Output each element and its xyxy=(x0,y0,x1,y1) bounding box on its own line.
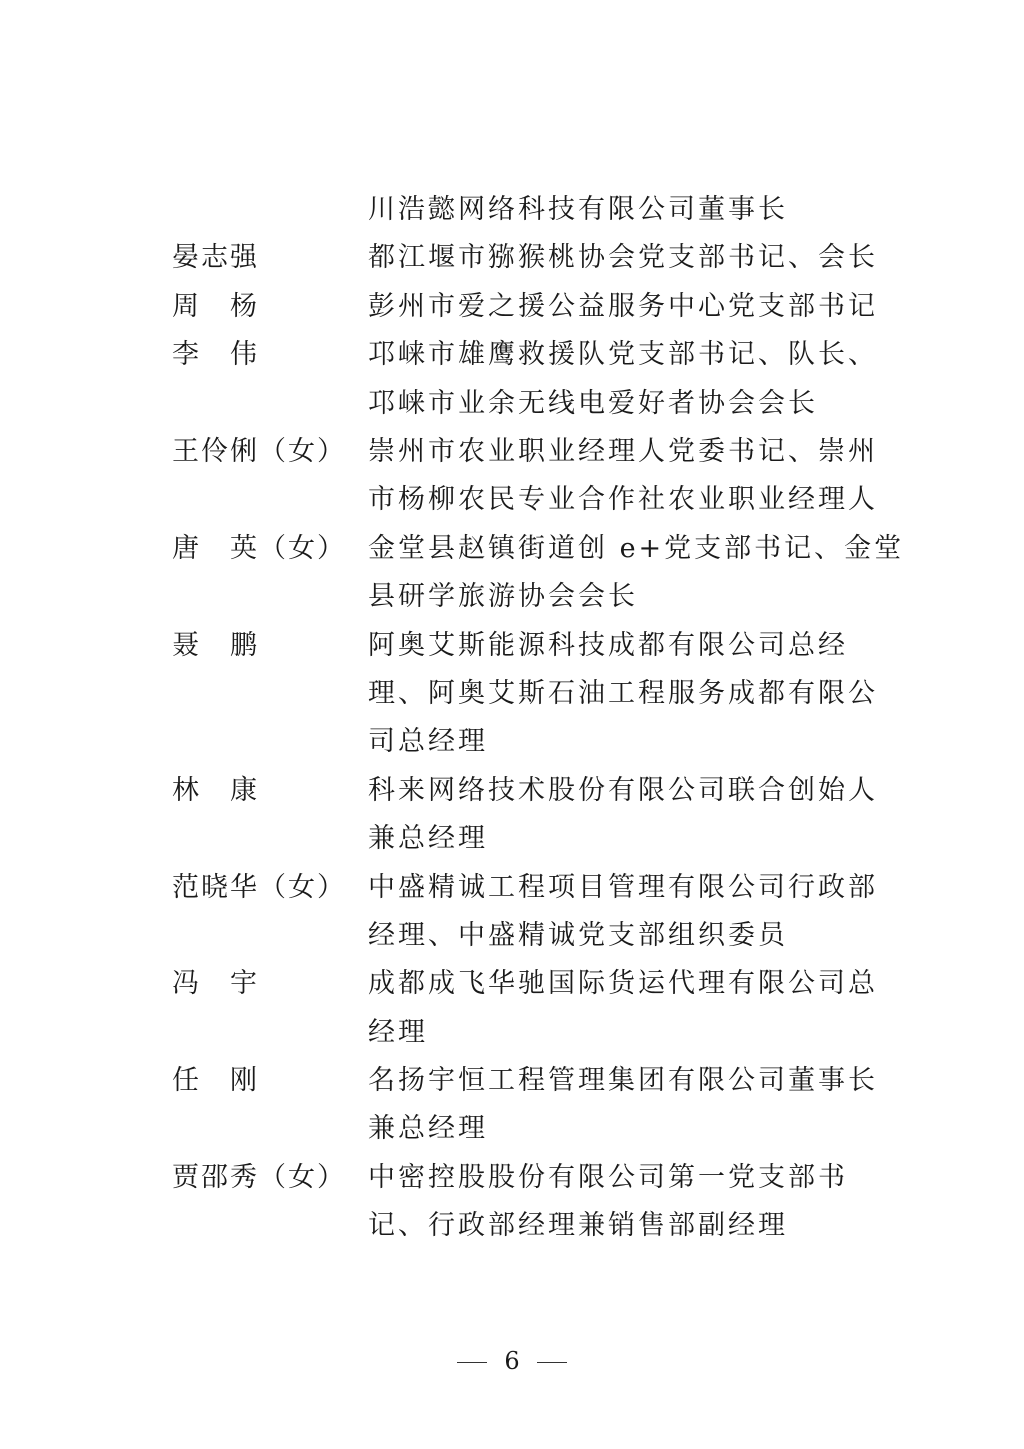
person-name: 李 伟 xyxy=(172,339,259,371)
person-name: 王伶俐（女） xyxy=(172,435,346,467)
title-line: 科来网络技术股份有限公司联合创始人 xyxy=(368,774,878,806)
list-item xyxy=(172,864,878,961)
person-title xyxy=(368,864,878,961)
person-name: 范晓华（女） xyxy=(172,871,346,903)
title-line: 县研学旅游协会会长 xyxy=(368,581,638,613)
title-line: 中密控股股份有限公司第一党支部书 xyxy=(368,1161,848,1193)
list-item xyxy=(172,960,878,1057)
list-item xyxy=(172,186,872,234)
title-line: 成都成飞华驰国际货运代理有限公司总 xyxy=(368,968,878,1000)
person-title xyxy=(368,283,878,331)
footer-dash-left xyxy=(457,1362,487,1363)
person-name: 林 康 xyxy=(172,774,259,806)
person-name: 周 杨 xyxy=(172,290,259,322)
name-list xyxy=(172,186,905,1251)
person-title xyxy=(368,331,878,428)
list-item xyxy=(172,525,905,622)
person-title xyxy=(368,428,878,525)
title-line: 经理、中盛精诚党支部组织委员 xyxy=(368,919,788,951)
person-title xyxy=(368,1154,858,1251)
person-name: 晏志强 xyxy=(172,242,259,274)
title-line: 邛崃市雄鹰救援队党支部书记、队长、 xyxy=(368,339,878,371)
title-line: 名扬宇恒工程管理集团有限公司董事长 xyxy=(368,1065,878,1097)
page-number: 6 xyxy=(504,1347,520,1375)
footer-dash-right xyxy=(537,1362,567,1363)
title-line: 经理 xyxy=(368,1016,428,1048)
person-title xyxy=(368,960,878,1057)
list-item xyxy=(172,331,878,428)
title-line: 邛崃市业余无线电爱好者协会会长 xyxy=(368,387,818,419)
title-line: 金堂县赵镇街道创 e+党支部书记、金堂 xyxy=(368,532,905,564)
title-line: 都江堰市猕猴桃协会党支部书记、会长 xyxy=(368,242,878,274)
title-line: 理、阿奥艾斯石油工程服务成都有限公 xyxy=(368,677,878,709)
person-name: 任 刚 xyxy=(172,1065,259,1097)
person-name: 冯 宇 xyxy=(172,968,259,1000)
title-line: 彭州市爱之援公益服务中心党支部书记 xyxy=(368,290,878,322)
list-item xyxy=(172,622,878,767)
title-line: 阿奥艾斯能源科技成都有限公司总经 xyxy=(368,629,848,661)
title-line: 崇州市农业职业经理人党委书记、崇州 xyxy=(368,435,878,467)
title-line: 司总经理 xyxy=(368,726,488,758)
list-item xyxy=(172,428,878,525)
title-line: 中盛精诚工程项目管理有限公司行政部 xyxy=(368,871,878,903)
list-item xyxy=(172,283,878,331)
person-title xyxy=(368,186,858,234)
person-name: 唐 英（女） xyxy=(172,532,346,564)
title-line: 兼总经理 xyxy=(368,823,488,855)
title-line: 记、行政部经理兼销售部副经理 xyxy=(368,1210,788,1242)
person-title xyxy=(368,767,878,864)
person-name: 贾邵秀（女） xyxy=(172,1161,346,1193)
person-title xyxy=(368,525,905,622)
title-line: 兼总经理 xyxy=(368,1113,488,1145)
person-title xyxy=(368,622,878,767)
person-title xyxy=(368,1057,878,1154)
person-name: 聂 鹏 xyxy=(172,629,259,661)
title-line: 市杨柳农民专业合作社农业职业经理人 xyxy=(368,484,878,516)
person-title xyxy=(368,234,878,282)
list-item xyxy=(172,1154,872,1251)
list-item xyxy=(172,1057,878,1154)
page-footer xyxy=(0,1346,1024,1376)
title-line: 川浩懿网络科技有限公司董事长 xyxy=(368,194,788,225)
list-item xyxy=(172,767,878,864)
list-item xyxy=(172,234,878,282)
